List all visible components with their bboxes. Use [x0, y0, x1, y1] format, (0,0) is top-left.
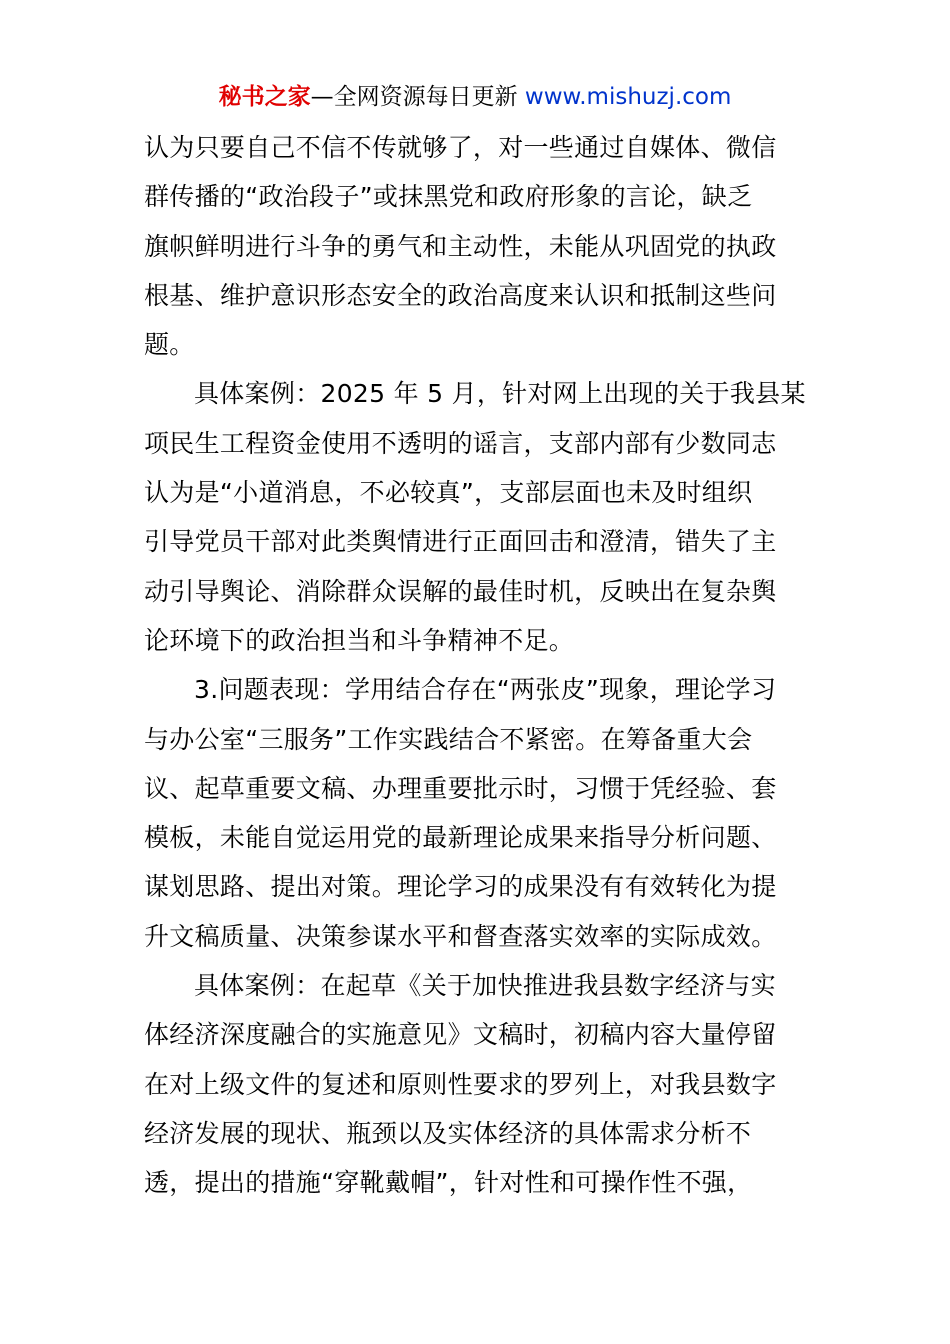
text-line: 与办公室“三服务”工作实践结合不紧密。在筹备重大会: [144, 724, 753, 754]
text-line: 认为是“小道消息，不必较真”，支部层面也未及时组织: [144, 478, 753, 508]
site-tagline: —全网资源每日更新: [310, 84, 518, 110]
paragraph: [144, 369, 814, 665]
paragraph: [144, 123, 814, 369]
text-line: 升文稿质量、决策参谋水平和督查落实效率的实际成效。: [144, 921, 777, 951]
text-line: 谋划思路、提出对策。理论学习的成果没有有效转化为提: [144, 872, 777, 902]
text-line: 具体案例：在起草《关于加快推进我县数字经济与实: [194, 971, 776, 1001]
text-line: 项民生工程资金使用不透明的谣言，支部内部有少数同志: [144, 428, 777, 458]
text-line: 具体案例：2025 年 5 月，针对网上出现的关于我县某: [194, 379, 806, 409]
text-line: 在对上级文件的复述和原则性要求的罗列上，对我县数字: [144, 1069, 777, 1099]
text-line: 群传播的“政治段子”或抹黑党和政府形象的言论，缺乏: [144, 182, 753, 212]
text-line: 旗帜鲜明进行斗争的勇气和主动性，未能从巩固党的执政: [144, 231, 777, 261]
text-line: 认为只要自己不信不传就够了，对一些通过自媒体、微信: [144, 133, 777, 162]
text-line: 根基、维护意识形态安全的政治高度来认识和抵制这些问: [144, 280, 777, 310]
text-line: 3.问题表现：学用结合存在“两张皮”现象，理论学习: [194, 675, 777, 705]
text-line: 模板，未能自觉运用党的最新理论成果来指导分析问题、: [144, 823, 777, 853]
text-line: 论环境下的政治担当和斗争精神不足。: [144, 625, 575, 655]
text-line: 经济发展的现状、瓶颈以及实体经济的具体需求分析不: [144, 1118, 752, 1148]
site-header: [0, 80, 950, 114]
text-line: 透，提出的措施“穿靴戴帽”，针对性和可操作性不强，: [144, 1168, 753, 1198]
text-line: 引导党员干部对此类舆情进行正面回击和澄清，错失了主: [144, 527, 777, 557]
paragraph: [144, 665, 814, 961]
site-url-link[interactable]: www.mishuzj.com: [524, 84, 732, 110]
document-body: [144, 123, 814, 1208]
text-line: 体经济深度融合的实施意见》文稿时，初稿内容大量停留: [144, 1020, 777, 1050]
paragraph: [144, 961, 814, 1207]
text-line: 议、起草重要文稿、办理重要批示时，习惯于凭经验、套: [144, 773, 777, 803]
text-line: 题。: [144, 330, 195, 360]
site-brand: 秘书之家: [218, 84, 311, 110]
text-line: 动引导舆论、消除群众误解的最佳时机，反映出在复杂舆: [144, 576, 777, 606]
